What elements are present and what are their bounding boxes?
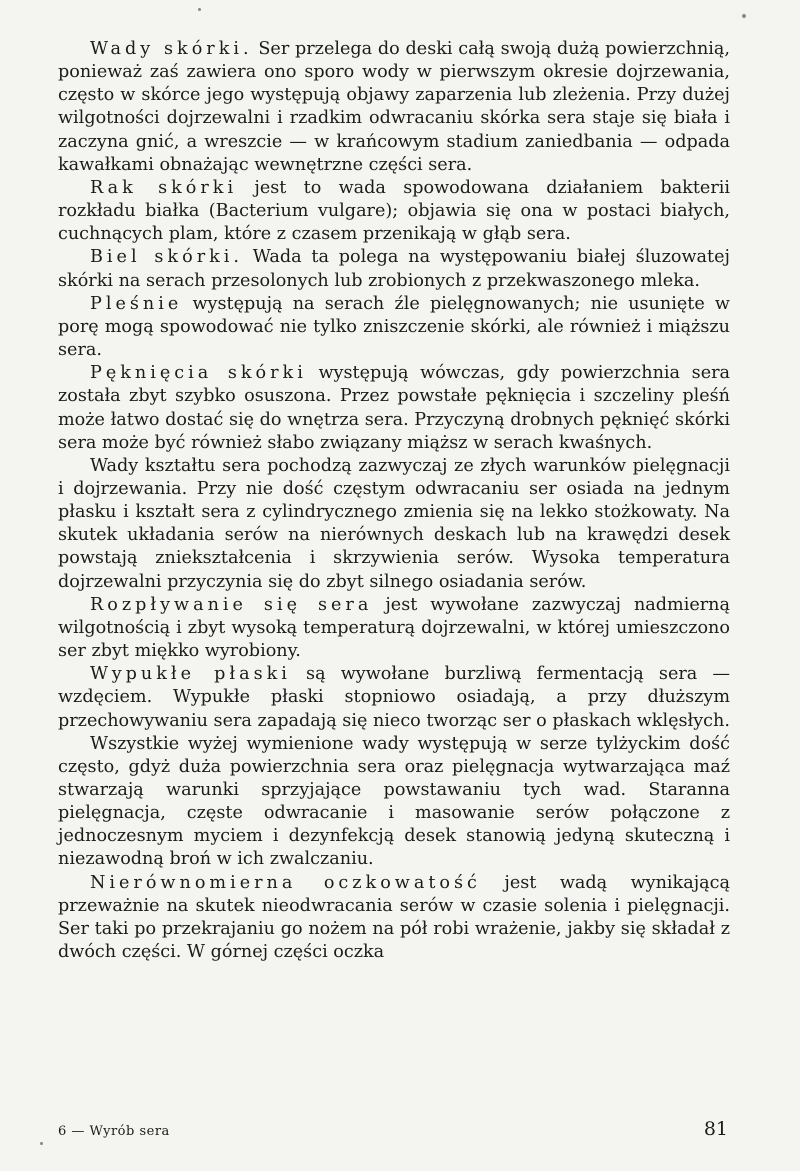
term-oczkowatosc: Nierównomierna oczkowatość: [90, 872, 481, 893]
paragraph-text: Wady kształtu sera pochodzą zazwyczaj ze złych warunków pielęgnacji i dojrzewania. Przy nie dość częstym odwracaniu ser osiada na jednym płasku i kształt sera z cylindrycznego zmienia się na lekko stożkowaty. Na skutek układania serów na nierównych deskach lub na krawędzi desek powstają zniekształcenia i skrzywienia serów. Wysoka temperatura dojrzewalni przyczynia się do zbyt silnego osiadania serów.: [58, 455, 730, 592]
term-wady-skorki: Wady skórki.: [90, 39, 253, 59]
paragraph-text: jest wywołane zazwyczaj nadmierną wilgotnością i zbyt wysoką temperaturą dojrzewalni, w której umieszczono ser zbyt miękko wyrobiony.: [58, 594, 731, 662]
scan-speck: [40, 1142, 43, 1145]
page-footer: [58, 1118, 728, 1140]
paragraph-wypukle-plaski: [58, 663, 730, 732]
paragraph-text: jest to wada spowodowana działaniem bakterii rozkładu białka (Bacterium vulgare); objawia się ona w postaci białych, cuchnących plam, które z czasem przenikają w głąb sera.: [58, 177, 730, 245]
paragraph-text: Wada ta polega na występowaniu białej śluzowatej skórki na serach przesolonych lub zrobionych z przekwaszonego mleka.: [58, 247, 730, 291]
paragraph-rozplywanie: [58, 594, 730, 663]
term-biel-skorki: Biel skórki.: [90, 247, 243, 268]
term-rozplywanie: Rozpływanie się sera: [90, 594, 373, 615]
paragraph-text: występują wówczas, gdy powierzchnia sera została zbyt szybko osuszona. Przez powstałe pęknięcia i szczeliny pleśń może łatwo dostać się do wnętrza sera. Przyczyną drobnych pęknięć skórki sera może być również słabo związany miąższ w serach kwaśnych.: [58, 363, 731, 453]
document-body: [58, 38, 730, 964]
paragraph-text: jest wadą wynikającą przeważnie na skutek nieodwracania serów w czasie solenia i pielęgnacji. Ser taki po przekrajaniu go nożem na pół robi wrażenie, jakby się składał z dwóch części. W górnej części oczka: [58, 872, 730, 963]
paragraph-text: Ser przelega do deski całą swoją dużą powierzchnią, ponieważ zaś zawiera ono sporo wody w pierwszym okresie dojrzewania, często w skórce jego występują objawy zaparzenia lub zleżenia. Przy dużej wilgotności dojrzewalni i rzadkim odwracaniu skórka sera staje się biała i zaczyna gnić, a wreszcie — w krańcowym stadium zaniedbania — odpada kawałkami obnażając wewnętrzne części sera.: [58, 39, 730, 175]
paragraph-oczkowatosc: [58, 872, 730, 965]
page-number: 81: [703, 1118, 728, 1140]
term-rak-skorki: Rak skórki: [90, 177, 238, 198]
paragraph-plesnie: [58, 293, 730, 362]
scan-speck: [198, 8, 201, 11]
paragraph-rak-skorki: [58, 177, 730, 246]
paragraph-wady-ksztaltu: [58, 455, 730, 594]
term-plesnie: Pleśnie: [90, 293, 183, 314]
scan-speck: [742, 14, 746, 18]
paragraph-text: są wywołane burzliwą fermentacją sera — wzdęciem. Wypukłe płaski stopniowo osiadają, a przy dłuższym przechowywaniu sera zapadają się nieco tworząc ser o płaskach wklęsłych.: [58, 664, 730, 731]
signature-mark: 6 — Wyrób sera: [58, 1124, 170, 1139]
paragraph-pekniecia-skorki: [58, 362, 730, 455]
paragraph-wady-skorki: [58, 38, 730, 177]
paragraph-biel-skorki: [58, 246, 730, 292]
term-pekniecia-skorki: Pęknięcia skórki: [90, 363, 307, 384]
term-wypukle-plaski: Wypukłe płaski: [90, 664, 291, 685]
paragraph-wszystkie-wady: [58, 733, 730, 872]
paragraph-text: występują na serach źle pielęgnowanych; nie usunięte w porę mogą spowodować nie tylko zniszczenie skórki, ale również i miąższu sera.: [58, 293, 730, 361]
paragraph-text: Wszystkie wyżej wymienione wady występują w serze tylżyckim dość często, gdyż duża powierzchnia sera oraz pielęgnacja wytwarzająca maź stwarzają warunki sprzyjające powstawaniu tych wad. Staranna pielęgnacja, częste odwracanie i masowanie serów połączone z jednoczesnym myciem i dezynfekcją desek stanowią jedyną skuteczną i niezawodną broń w ich zwalczaniu.: [58, 733, 730, 870]
